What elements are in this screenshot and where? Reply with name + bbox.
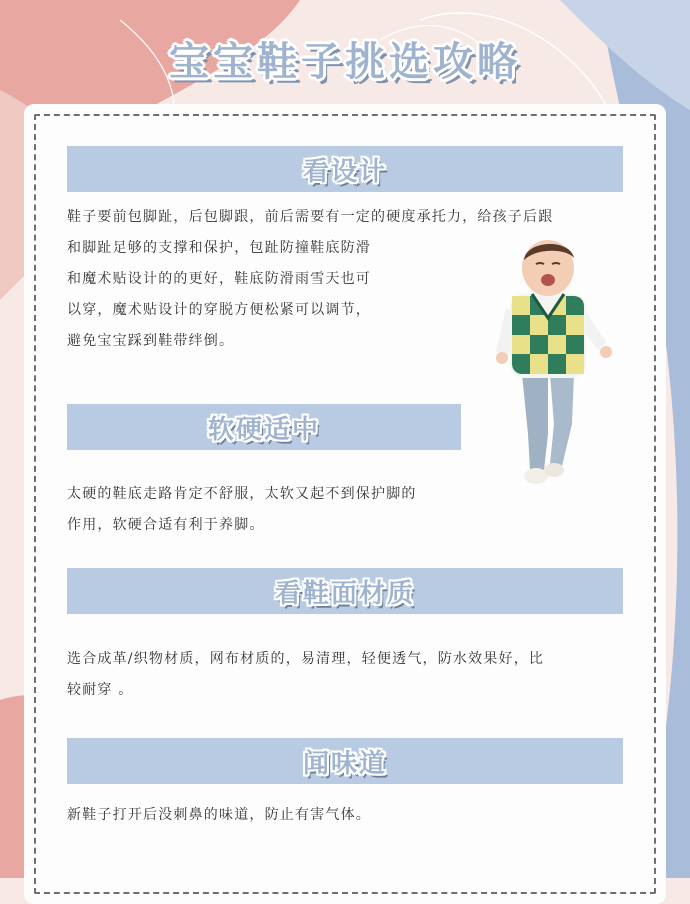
text-line: 较耐穿 。 xyxy=(67,682,134,698)
section-material-text xyxy=(67,644,544,706)
page-title: 宝宝鞋子挑选攻略 xyxy=(169,39,521,85)
section-heading: 闻味道 xyxy=(302,749,387,779)
text-line: 鞋子要前包脚趾，后包脚跟，前后需要有一定的硬度承托力，给孩子后跟 xyxy=(67,209,554,225)
section-heading: 看鞋面材质 xyxy=(274,579,415,609)
section-material-header xyxy=(67,568,623,614)
text-line: 和魔术贴设计的的更好，鞋底防滑雨雪天也可 xyxy=(67,271,371,287)
section-heading: 看设计 xyxy=(302,157,387,187)
section-heading: 软硬适中 xyxy=(207,415,320,445)
text-line: 太硬的鞋底走路肯定不舒服，太软又起不到保护脚的 xyxy=(67,486,417,502)
text-line: 选合成革/织物材质，网布材质的，易清理，轻便透气，防水效果好，比 xyxy=(67,651,545,667)
section-design-header xyxy=(67,146,623,192)
running-child-photo xyxy=(488,234,628,502)
content-card xyxy=(24,104,666,904)
text-line: 作用，软硬合适有利于养脚。 xyxy=(67,517,265,533)
section-softness-header xyxy=(67,404,461,450)
section-softness-text xyxy=(67,479,417,541)
section-smell-text xyxy=(67,800,371,831)
section-smell-header xyxy=(67,738,623,784)
text-line: 以穿，魔术贴设计的穿脱方便松紧可以调节， xyxy=(67,302,371,318)
text-line: 新鞋子打开后没刺鼻的味道，防止有害气体。 xyxy=(67,807,371,823)
text-line: 和脚趾足够的支撑和保护，包趾防撞鞋底防滑 xyxy=(67,240,371,256)
text-line: 避免宝宝踩到鞋带绊倒。 xyxy=(67,333,235,349)
section-design-text xyxy=(67,202,553,357)
